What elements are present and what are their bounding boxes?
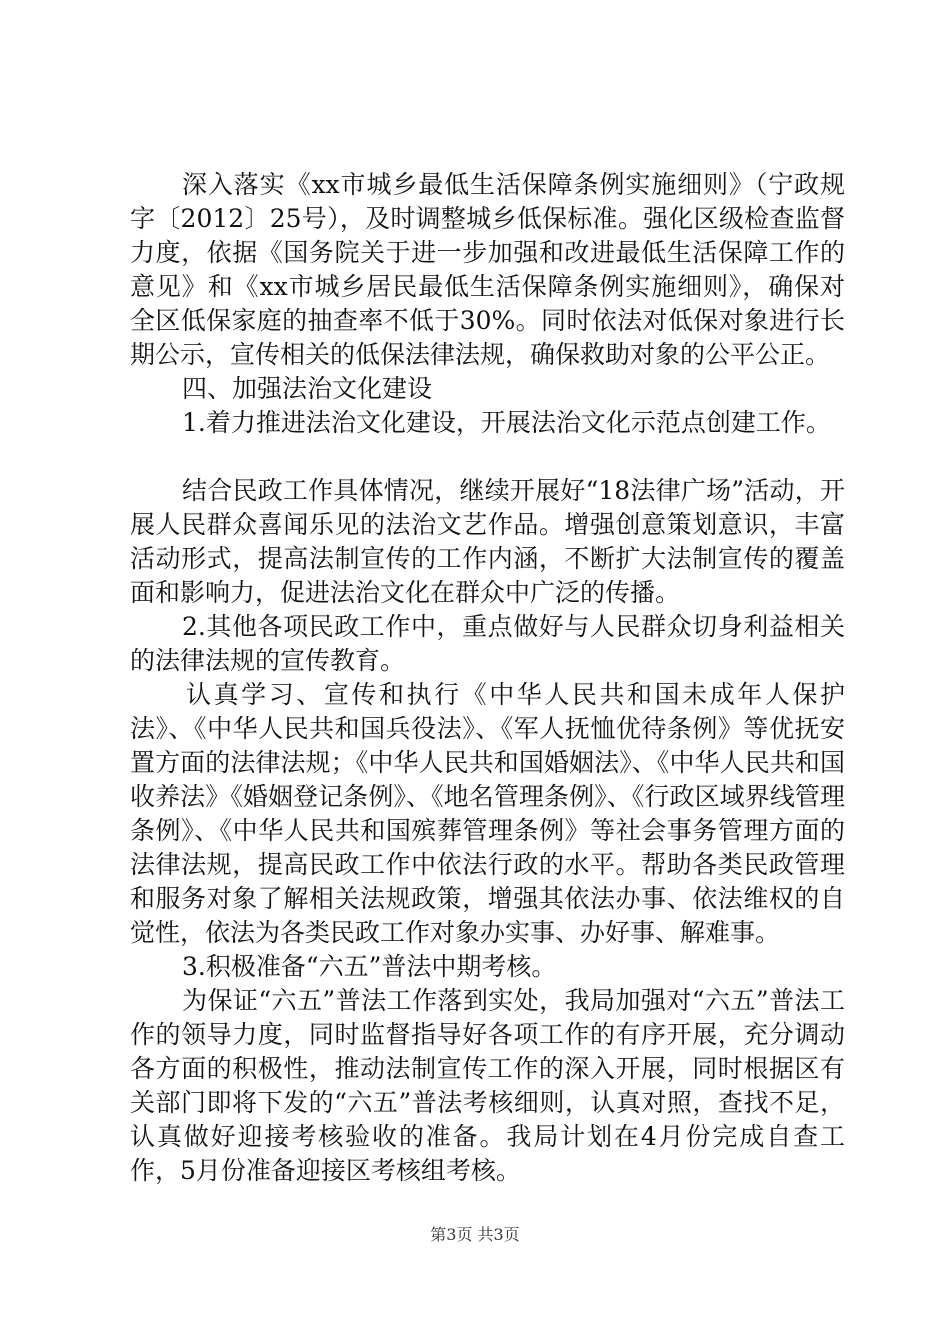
paragraph-low-income-guarantee: 深入落实《xx市城乡最低生活保障条例实施细则》（宁政规字〔2012〕25号），及时调整城乡低保标准。强化区级检查监督力度，依据《国务院关于进一步加强和改进最低生活保障工作的意见》和《xx市城乡居民最低生活保障条例实施细则》，确保对全区低保家庭的抽查率不低于30%。同时依法对低保对象进行长期公示，宣传相关的低保法律法规，确保救助对象的公平公正。 (130, 170, 845, 369)
item-heading-1: 1.着力推进法治文化建设，开展法治文化示范点创建工作。 (182, 408, 831, 437)
paragraph-law-square-activity: 结合民政工作具体情况，继续开展好“18法律广场”活动，开展人民群众喜闻乐见的法治文艺作品。增强创意策划意识，丰富活动形式，提高法制宣传的工作内涵，不断扩大法制宣传的覆盖面和影响力，促进法治文化在群众中广泛的传播。 (130, 476, 845, 607)
item-heading-2: 2.其他各项民政工作中，重点做好与人民群众切身利益相关的法律法规的宣传教育。 (130, 612, 845, 675)
item-heading-3: 3.积极准备“六五”普法中期考核。 (182, 952, 557, 981)
page-number-footer: 第3页 共3页 (430, 1225, 520, 1244)
paragraph-laws-and-regulations: 认真学习、宣传和执行《中华人民共和国未成年人保护法》、《中华人民共和国兵役法》、《军人抚恤优待条例》等优抚安置方面的法律法规；《中华人民共和国婚姻法》、《中华人民共和国收养法》《婚姻登记条例》、《地名管理条例》、《行政区域界线管理条例》、《中华人民共和国殡葬管理条例》等社会事务管理方面的法律法规，提高民政工作中依法行政的水平。帮助各类民政管理和服务对象了解相关法规政策，增强其依法办事、依法维权的自觉性，依法为各类民政工作对象办实事、办好事、解难事。 (130, 680, 845, 947)
section-heading-rule-of-law-culture: 四、加强法治文化建设 (182, 374, 433, 403)
document-body (130, 168, 845, 1188)
paragraph-midterm-assessment: 为保证“六五”普法工作落到实处，我局加强对“六五”普法工作的领导力度，同时监督指导好各项工作的有序开展，充分调动各方面的积极性，推动法制宣传工作的深入开展，同时根据区有关部门即将下发的“六五”普法考核细则，认真对照，查找不足，认真做好迎接考核验收的准备。我局计划在4月份完成自查工作，5月份准备迎接区考核组考核。 (130, 986, 845, 1185)
